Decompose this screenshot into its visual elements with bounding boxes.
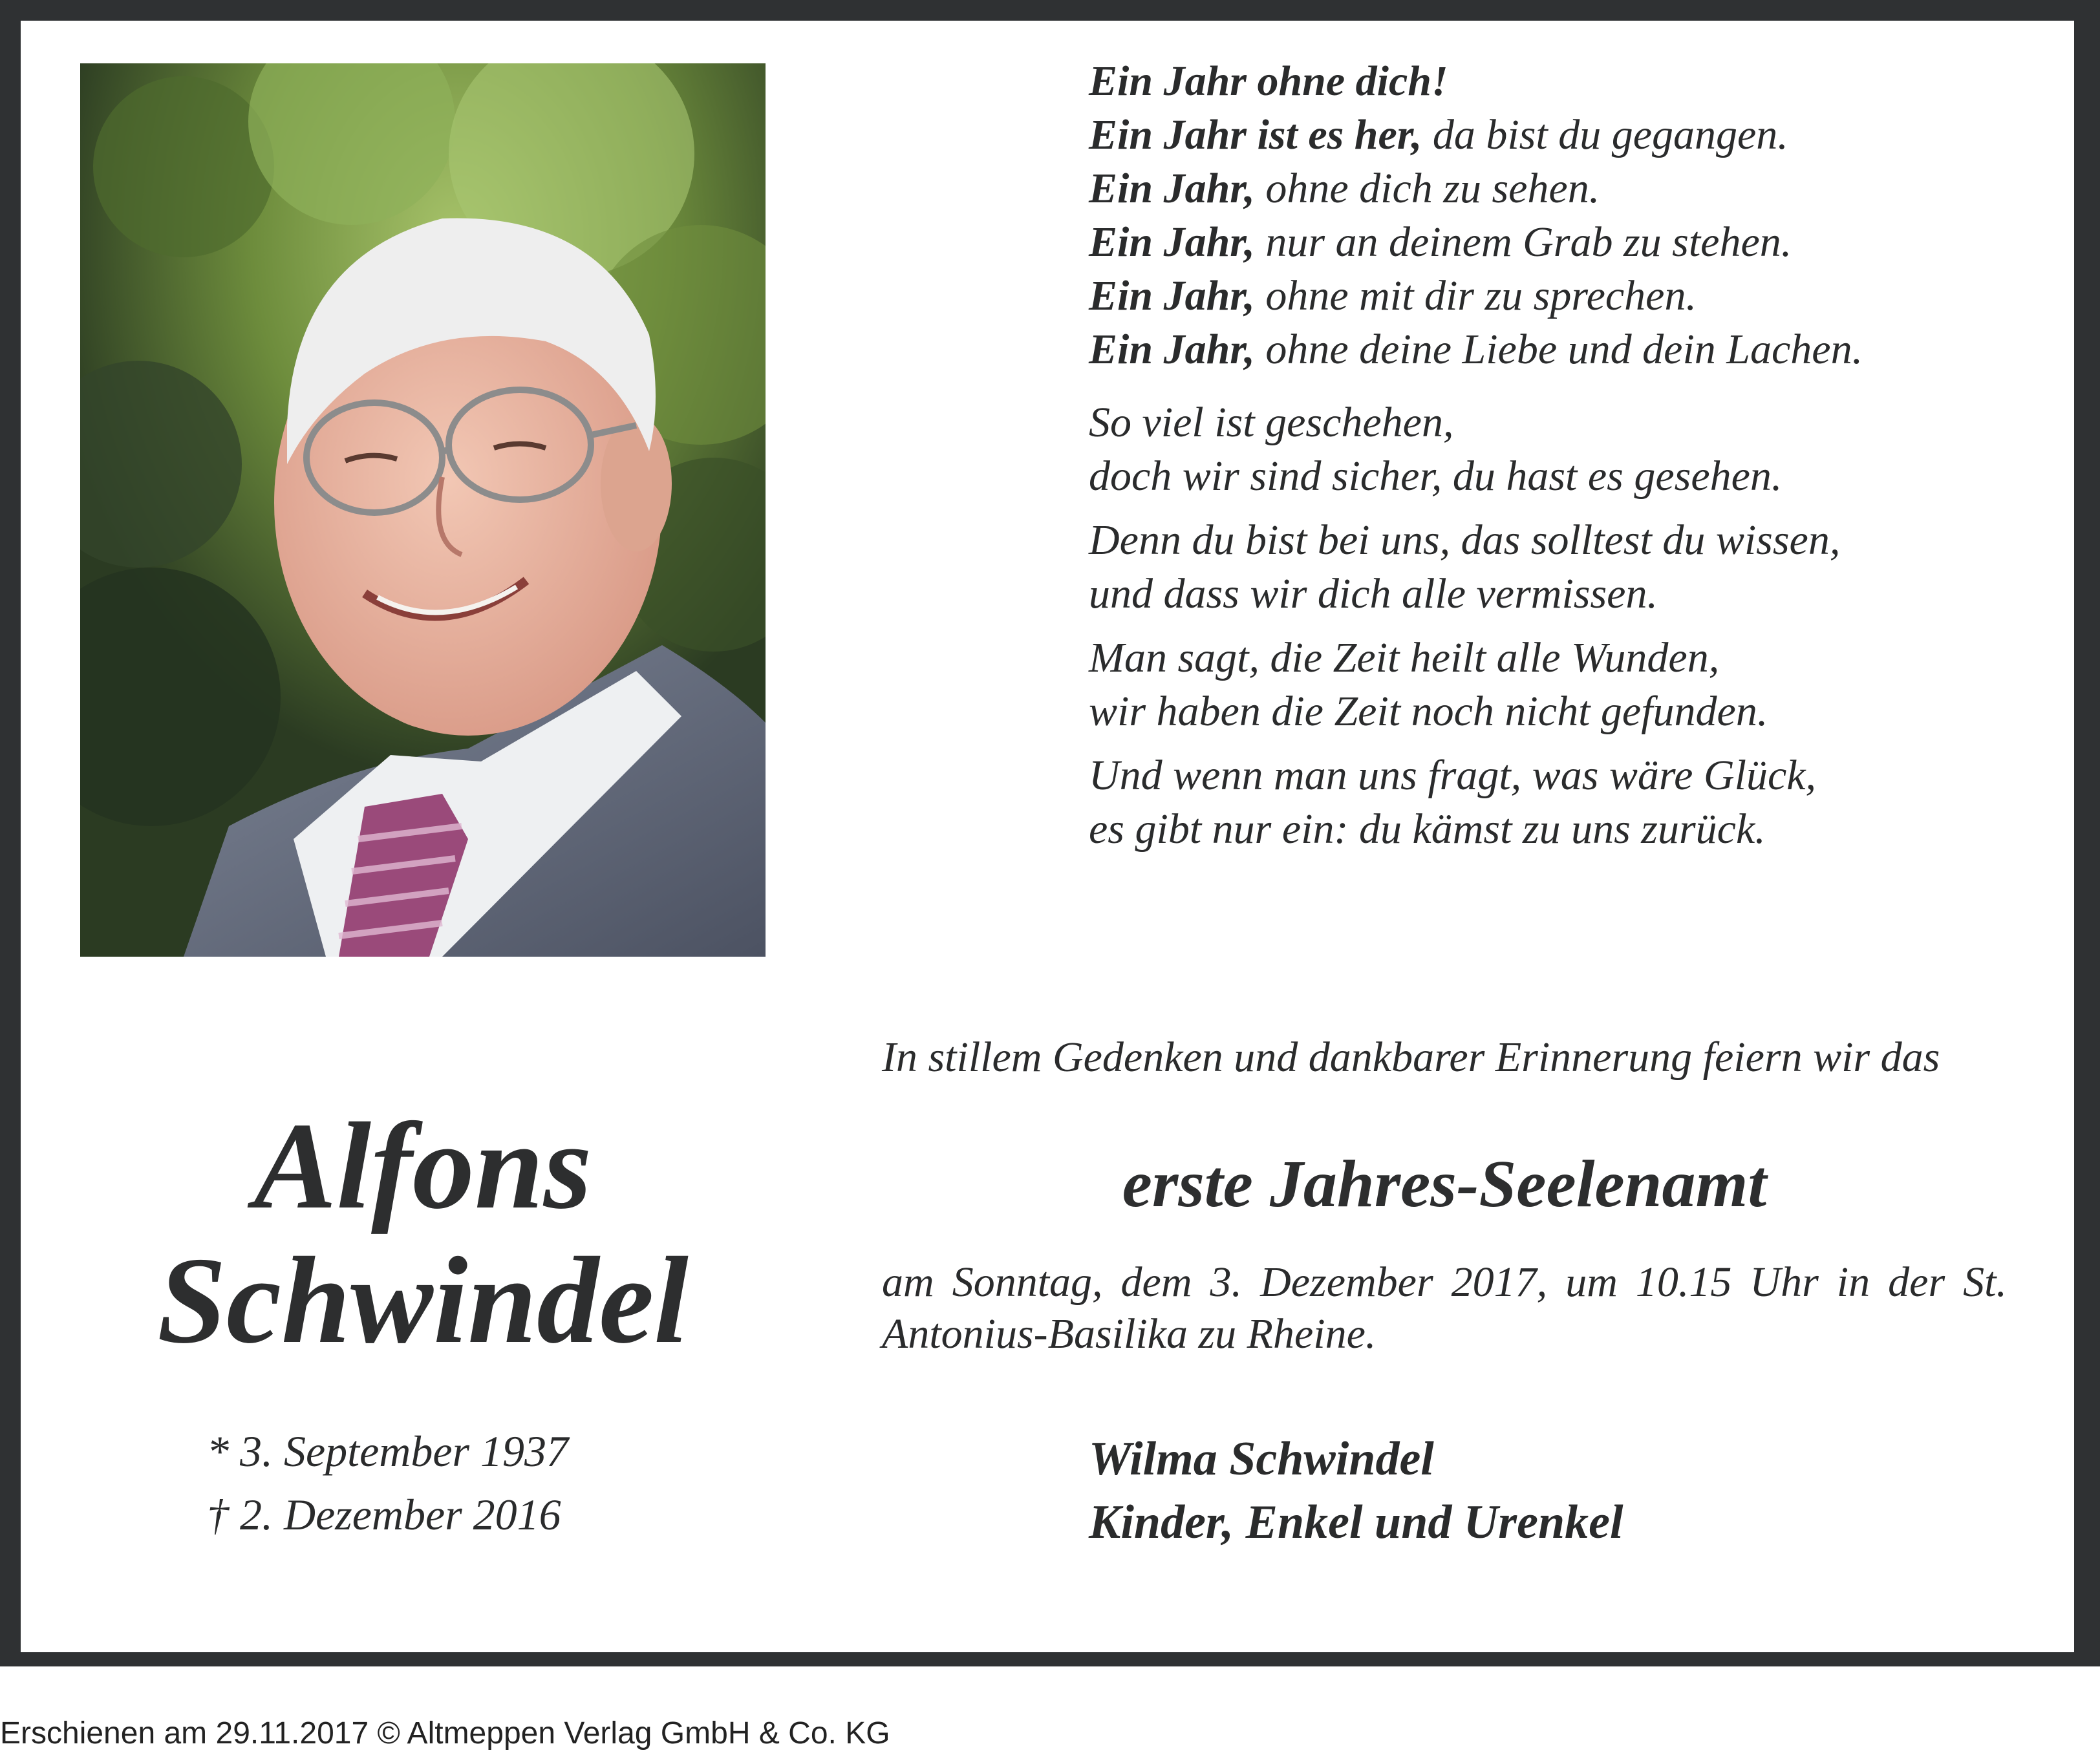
announcement-title: erste Jahres-Seelenamt [1122,1147,1767,1221]
poem-line: doch wir sind sicher, du hast es gesehen. [1089,452,1783,500]
poem-line: Ein Jahr, ohne dich zu sehen. [1089,165,1600,212]
announcement-details: am Sonntag, dem 3. Dezember 2017, um 10.15 Uhr in der St. Antonius-Basilika zu Rheine. [882,1259,2007,1357]
deceased-name [80,1099,766,1368]
poem [1089,54,2007,856]
deceased-last-name: Schwindel [157,1231,689,1369]
poem-line: Denn du bist bei uns, das solltest du wissen, [1089,516,1841,564]
poem-stanza [1089,396,2007,503]
deceased-first-name: Alfons [253,1097,592,1235]
poem-line: So viel ist geschehen, [1089,399,1454,446]
poem-line: Ein Jahr ohne dich! [1089,58,1448,105]
signature-spouse: Wilma Schwindel [1089,1432,1434,1485]
poem-line: Ein Jahr, ohne mit dir zu sprechen. [1089,272,1697,319]
poem-line: Und wenn man uns fragt, was wäre Glück, [1089,752,1817,799]
poem-stanza [1089,513,2007,621]
birth-date: * 3. September 1937 [207,1427,569,1476]
life-dates [207,1420,698,1546]
poem-stanza [1089,749,2007,856]
portrait-photo [80,63,766,957]
signature-family: Kinder, Enkel und Urenkel [1089,1496,1623,1549]
poem-stanza [1089,631,2007,738]
poem-line: wir haben die Zeit noch nicht gefunden. [1089,688,1768,735]
poem-stanza-opening [1089,54,2007,376]
announcement-intro: In stillem Gedenken und dankbarer Erinnerung feiern wir das [882,1034,1940,1081]
death-date: † 2. Dezember 2016 [207,1490,561,1539]
poem-line: und dass wir dich alle vermissen. [1089,570,1658,617]
signatures [1089,1427,1994,1554]
poem-line: Ein Jahr, nur an deinem Grab zu stehen. [1089,218,1792,266]
poem-line: Man sagt, die Zeit heilt alle Wunden, [1089,634,1720,681]
poem-line: Ein Jahr ist es her, da bist du gegangen. [1089,111,1788,158]
publication-footer: Erschienen am 29.11.2017 © Altmeppen Verlag GmbH & Co. KG [0,1716,890,1750]
poem-line: Ein Jahr, ohne deine Liebe und dein Lachen. [1089,326,1863,373]
poem-line: es gibt nur ein: du kämst zu uns zurück. [1089,805,1766,853]
